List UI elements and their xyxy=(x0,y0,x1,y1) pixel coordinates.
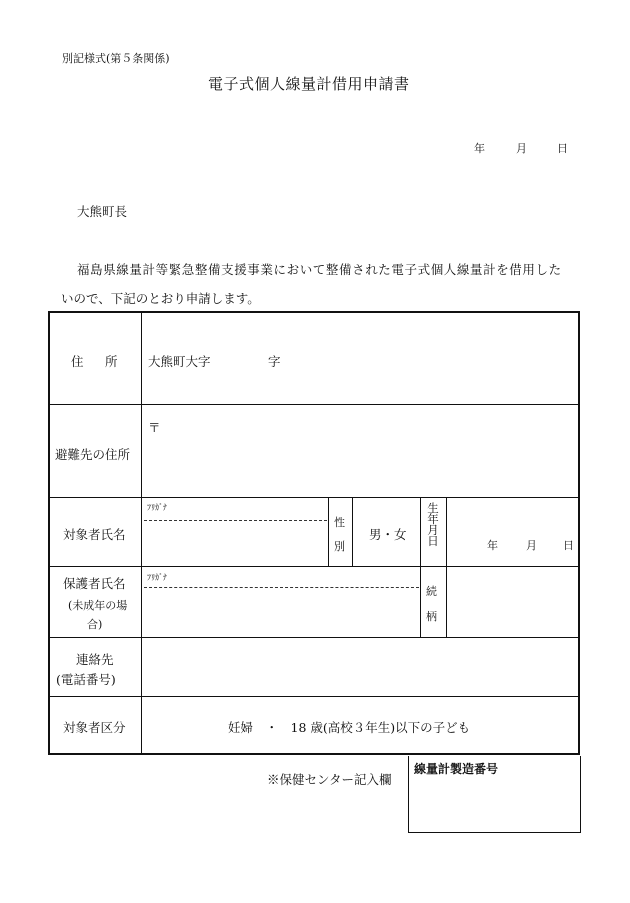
sex-choice[interactable]: 男・女 xyxy=(369,527,407,542)
address-label-a: 住 xyxy=(71,354,84,369)
cell-divider xyxy=(352,497,353,566)
page-title: 電子式個人線量計借用申請書 xyxy=(208,75,410,93)
cell-divider xyxy=(328,497,329,566)
form-reference: 別記様式(第５条関係) xyxy=(62,52,170,65)
category-options[interactable]: 妊婦 ・ 18 歳(高校３年生)以下の子ども xyxy=(228,720,471,735)
evac-address-input-area[interactable] xyxy=(142,405,579,496)
date-day: 日 xyxy=(557,142,568,155)
address-input-area[interactable] xyxy=(142,313,579,403)
sex-label-b: 別 xyxy=(334,540,345,553)
address-prefix: 大熊町大字 xyxy=(148,354,211,369)
date-year: 年 xyxy=(474,142,485,155)
relation-input[interactable] xyxy=(447,567,579,636)
guardian-furigana-label: ﾌﾘｶﾞﾅ xyxy=(147,573,167,582)
row-divider xyxy=(49,696,579,697)
birth-month: 月 xyxy=(526,539,537,552)
address-label-b: 所 xyxy=(105,354,118,369)
relation-label-b: 柄 xyxy=(426,610,437,623)
body-text-line1: 福島県線量計等緊急整備支援事業において整備された電子式個人線量計を借用した xyxy=(77,262,562,277)
category-label: 対象者区分 xyxy=(63,720,126,735)
addressee: 大熊町長 xyxy=(77,204,128,219)
phone-label: (電話番号) xyxy=(56,672,116,687)
subject-name-input[interactable] xyxy=(142,521,327,565)
contact-input[interactable] xyxy=(142,638,579,695)
body-text-line2: いので、下記のとおり申請します。 xyxy=(61,291,260,306)
postal-mark: 〒 xyxy=(148,420,161,435)
cell-divider xyxy=(420,497,421,637)
relation-label-a: 続 xyxy=(426,585,437,598)
contact-label: 連絡先 xyxy=(76,652,114,667)
address-suffix: 字 xyxy=(268,354,281,369)
subject-name-label: 対象者氏名 xyxy=(63,527,126,542)
evac-address-label: 避難先の住所 xyxy=(55,447,131,462)
birthdate-label: 生年月日 xyxy=(427,501,439,548)
sex-label-a: 性 xyxy=(334,516,345,529)
subject-furigana-label: ﾌﾘｶﾞﾅ xyxy=(147,503,167,512)
health-center-note: ※保健センター記入欄 xyxy=(267,772,392,787)
guardian-note-2: 合) xyxy=(87,618,103,631)
birth-day: 日 xyxy=(563,539,574,552)
guardian-name-input[interactable] xyxy=(142,588,419,636)
guardian-note-1: (未成年の場 xyxy=(68,599,128,612)
date-month: 月 xyxy=(516,142,527,155)
serial-number-label: 線量計製造番号 xyxy=(414,762,499,776)
row-divider xyxy=(49,497,579,498)
birth-year: 年 xyxy=(487,539,498,552)
guardian-name-label: 保護者氏名 xyxy=(63,576,126,591)
